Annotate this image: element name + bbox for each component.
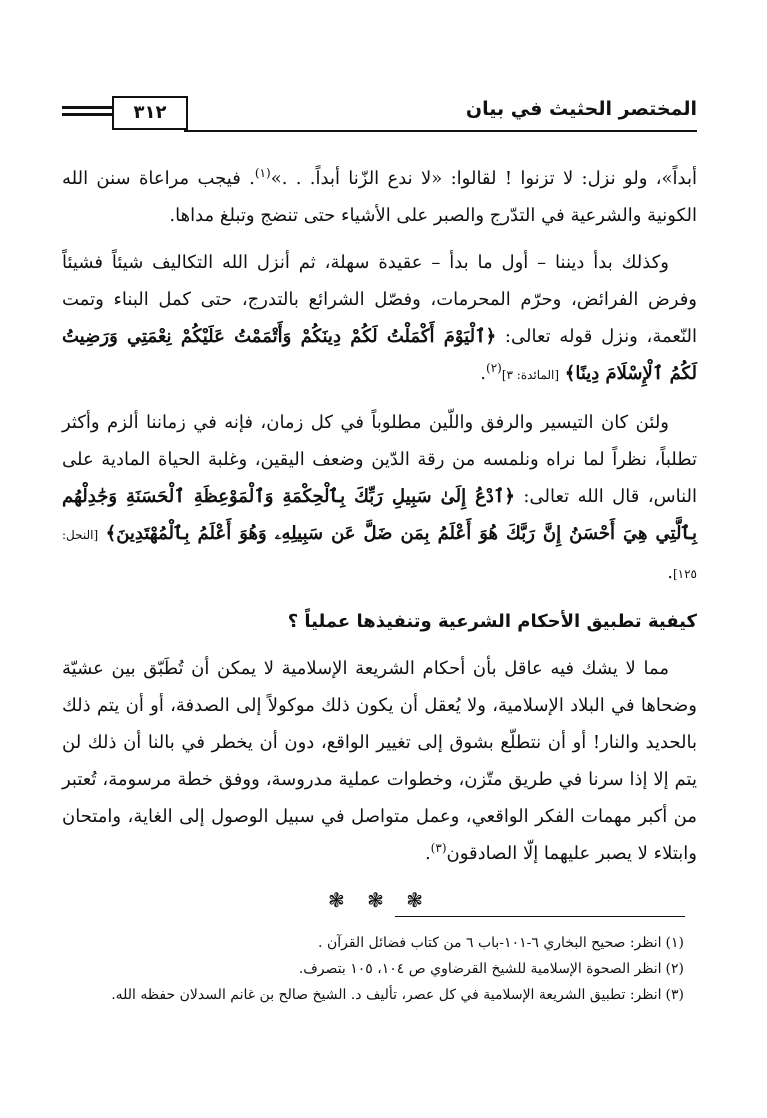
footnote-rule (395, 916, 685, 917)
footnote-text: انظر: تطبيق الشريعة الإسلامية في كل عصر، تأليف د. الشيخ صالح بن غانم السدلان حفظه الله. (111, 987, 662, 1003)
paragraph-text: وكذلك بدأ ديننا – أول ما بدأ – عقيدة سهلة، ثم أنزل الله التكاليف شيئاً فشيئاً وفرض الفرائض، وحرّم المحرمات، وفصّل الشرائع بالتدرج، حتى كمل البناء وتمت النّعمة، ونزل قوله تعالى: (62, 252, 697, 347)
footnote-marker: (٣) (430, 841, 447, 855)
footnote (62, 982, 684, 1008)
paragraph-text: ولئن كان التيسير والرفق واللّين مطلوباً في كل زمان، فإنه في زماننا ألزم وأكثر تطلباً، نظراً لما نراه ونلمسه من رقة الدّين وضعف اليقين، وغلبة الحياة المادية على الناس، قال الله تعالى: (62, 412, 698, 507)
running-title: المختصر الحثيث في بيان (465, 98, 697, 120)
verse-reference: [المائدة: ٣] (501, 368, 560, 382)
section-heading: كيفية تطبيق الأحكام الشرعية وتنفيذها عملياً ؟ (287, 611, 697, 632)
footnote-text: انظر: صحيح البخاري ٦-١٠١-باب ٦ من كتاب فضائل القرآن . (318, 935, 662, 951)
quran-verse: ﴿ٱلْيَوْمَ أَكْمَلْتُ لَكُمْ دِينَكُمْ وَأَتْمَمْتُ عَلَيْكُمْ نِعْمَتِي وَرَضِيتُ لَكُمُ ٱلْإِسْلَامَ دِينًا﴾ (62, 326, 697, 384)
paragraph (62, 160, 697, 234)
paragraph-text: . فيجب مراعاة سنن الله الكونية والشرعية في التدّرج والصبر على الأشياء حتى تنضج وتبلغ مداها. (62, 168, 697, 226)
footnote-marker: (١) (254, 166, 271, 180)
main-text (62, 160, 697, 919)
footnotes (62, 930, 684, 1008)
header-bars (62, 106, 112, 120)
section-separator: ❃ ❃ ❃ (328, 888, 431, 912)
header-rule (184, 130, 697, 132)
paragraph-text: مما لا يشك فيه عاقل بأن أحكام الشريعة الإسلامية لا يمكن أن تُطَبّق بين عشيّة وضحاها في البلاد الإسلامية، ولا يُعقل أن يكون ذلك موكولاً إلى الصدفة، أو أن يتم ذلك بالحديد والنار! أو أن نتطلّع بشوق إلى تغيير الواقع، دون أن يخطر في بالنا أن ذلك لن يتم إلا إذا سرنا في طريق متّزن، وخطوات عملية مدروسة، ووفق خطة مرسومة، تُعتبر من أكبر مهمات الفكر الواقعي، وعمل متواصل في سبيل الوصول إلى الغاية، وامتحان وابتلاء لا يصبر عليهما إلّا الصادقون (62, 658, 697, 864)
footnote (62, 956, 684, 982)
quran-verse: ﴿ٱدْعُ إِلَىٰ سَبِيلِ رَبِّكَ بِٱلْحِكْمَةِ وَٱلْمَوْعِظَةِ ٱلْحَسَنَةِ وَجَٰدِلْهُم بِٱلَّتِي هِيَ أَحْسَنُ إِنَّ رَبَّكَ هُوَ أَعْلَمُ بِمَن ضَلَّ عَن سَبِيلِهِۦ وَهُوَ أَعْلَمُ بِٱلْمُهْتَدِينَ﴾ (62, 486, 697, 544)
paragraph-text: أبداً»، ولو نزل: لا تزنوا ! لقالوا: «لا ندع الزّنا أبداً. . .» (270, 168, 698, 189)
paragraph: مما لا يشك فيه عاقل بأن أحكام الشريعة الإسلامية لا يمكن أن تُطَبّق بين عشيّة وضحاها في البلاد الإسلامية، ولا يُعقل أن يكون ذلك موكولاً إلى الصدفة، أو أن يتم ذلك بالحديد والنار! أو أن نتطلّع بشوق إلى تغيير الواقع، دون أن يخطر في بالنا أن ذلك لن يتم إلا إذا سرنا في طريق متّزن، وخطوات عملية مدروسة، ووفق خطة مرسومة، تُعتبر من أكبر مهمات الفكر الواقعي، وعمل متواصل في سبيل الوصول إلى الغاية، وامتحان وابتلاء لا يصبر عليهما إلّا الصادقون$^{(٣)}$. (62, 658, 697, 864)
paragraph: وكذلك بدأ ديننا – أول ما بدأ – عقيدة سهلة، ثم أنزل الله التكاليف شيئاً فشيئاً وفرض الفرائض، وحرّم المحرمات، وفصّل الشرائع بالتدرج، حتى كمل البناء وتمت النّعمة، ونزل قوله تعالى: ﴿ٱلْيَوْمَ أَكْمَلْتُ لَكُمْ دِينَكُمْ وَأَتْمَمْتُ عَلَيْكُمْ نِعْمَتِي وَرَضِيتُ لَكُمُ ٱلْإِسْلَامَ دِينًا﴾ [المائدة: ٣]$^{(٢)}$. (62, 252, 697, 384)
page-number: ٣١٢ (112, 96, 188, 130)
footnote-number: (٣) (665, 987, 684, 1003)
footnote-marker: (٢) (486, 361, 502, 375)
footnote-number: (١) (665, 935, 684, 951)
page-header (62, 96, 697, 140)
footnote (62, 930, 684, 956)
verse-reference: [النحل: ١٢٥] (62, 528, 697, 581)
footnote-text: انظر الصحوة الإسلامية للشيخ القرضاوي ص ١٠٤، ١٠٥ بتصرف. (298, 961, 662, 977)
footnote-number: (٢) (665, 961, 684, 977)
paragraph: ولئن كان التيسير والرفق واللّين مطلوباً في كل زمان، فإنه في زماننا ألزم وأكثر تطلباً، نظراً لما نراه ونلمسه من رقة الدّين وضعف اليقين، وغلبة الحياة المادية على الناس، قال الله تعالى: ﴿ٱدْعُ إِلَىٰ سَبِيلِ رَبِّكَ بِٱلْحِكْمَةِ وَٱلْمَوْعِظَةِ ٱلْحَسَنَةِ وَجَٰدِلْهُم بِٱلَّتِي هِيَ أَحْسَنُ إِنَّ رَبَّكَ هُوَ أَعْلَمُ بِمَن ضَلَّ عَن سَبِيلِهِۦ وَهُوَ أَعْلَمُ بِٱلْمُهْتَدِينَ﴾ [النحل: ١٢٥]. (62, 412, 698, 583)
